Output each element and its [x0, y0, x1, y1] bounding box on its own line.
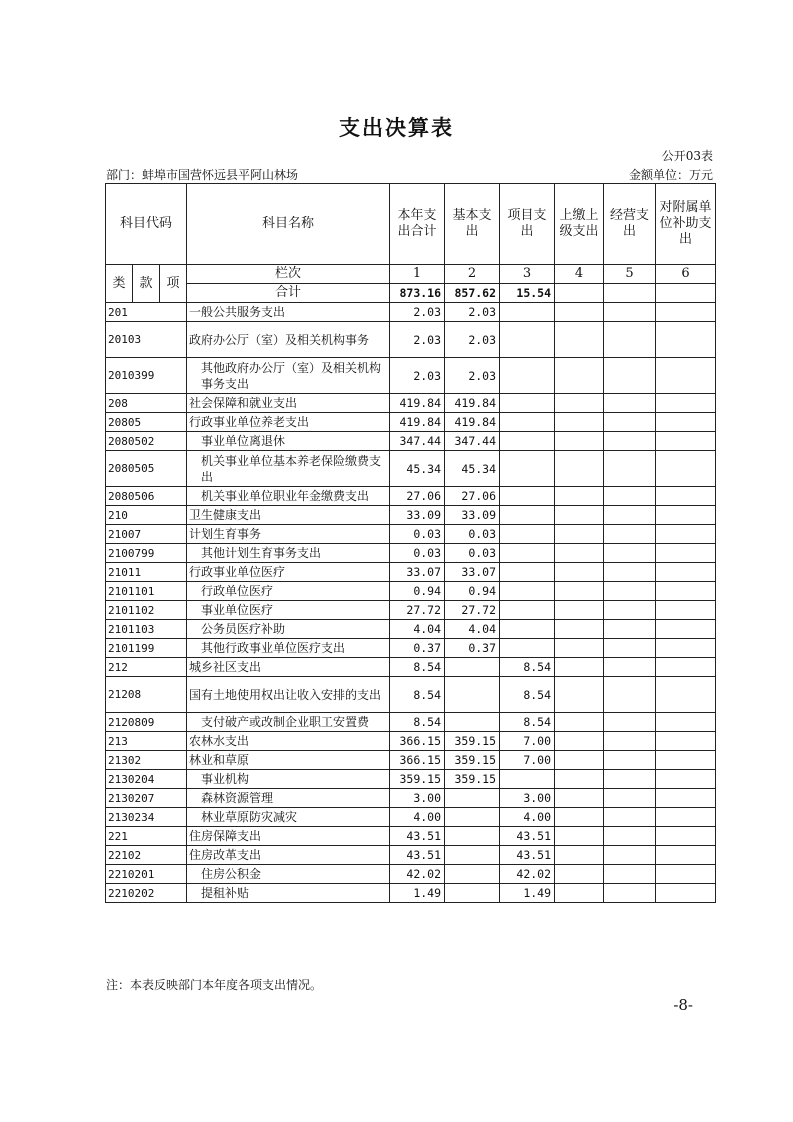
row-business — [604, 394, 656, 413]
row-basic: 2.03 — [445, 322, 500, 358]
row-code: 22102 — [106, 846, 187, 865]
row-upper — [555, 413, 604, 432]
footnote: 注：本表反映部门本年度各项支出情况。 — [106, 978, 323, 992]
row-code: 20805 — [106, 413, 187, 432]
row-total: 42.02 — [390, 865, 445, 884]
row-business — [604, 432, 656, 451]
row-basic: 0.03 — [445, 544, 500, 563]
row-upper — [555, 432, 604, 451]
row-code: 21208 — [106, 677, 187, 713]
row-basic: 419.84 — [445, 394, 500, 413]
table-row — [106, 487, 716, 506]
row-basic — [445, 789, 500, 808]
row-business — [604, 582, 656, 601]
row-project — [500, 451, 555, 487]
row-project: 8.54 — [500, 658, 555, 677]
table-row — [106, 827, 716, 846]
row-project: 4.00 — [500, 808, 555, 827]
row-upper — [555, 732, 604, 751]
row-project: 43.51 — [500, 846, 555, 865]
row-total: 27.72 — [390, 601, 445, 620]
row-business — [604, 658, 656, 677]
row-project — [500, 770, 555, 789]
row-subsidy — [656, 432, 716, 451]
row-upper — [555, 658, 604, 677]
row-code: 2101103 — [106, 620, 187, 639]
row-total: 359.15 — [390, 770, 445, 789]
col-number-6: 6 — [656, 265, 716, 284]
row-name: 提租补贴 — [187, 884, 390, 903]
table-row — [106, 525, 716, 544]
row-upper — [555, 563, 604, 582]
table-row — [106, 432, 716, 451]
row-upper — [555, 601, 604, 620]
table-row — [106, 620, 716, 639]
row-total: 2.03 — [390, 322, 445, 358]
row-code: 212 — [106, 658, 187, 677]
page-number: -8- — [673, 996, 693, 1014]
row-basic — [445, 865, 500, 884]
row-project — [500, 544, 555, 563]
row-name: 森林资源管理 — [187, 789, 390, 808]
row-business — [604, 808, 656, 827]
row-name: 支付破产或改制企业职工安置费 — [187, 713, 390, 732]
row-upper — [555, 713, 604, 732]
row-total: 0.03 — [390, 544, 445, 563]
row-basic: 359.15 — [445, 770, 500, 789]
header-lei: 类 — [106, 265, 133, 303]
row-basic: 33.09 — [445, 506, 500, 525]
row-subsidy — [656, 789, 716, 808]
row-project: 1.49 — [500, 884, 555, 903]
table-row — [106, 601, 716, 620]
row-business — [604, 322, 656, 358]
row-basic — [445, 677, 500, 713]
row-upper — [555, 394, 604, 413]
table-row — [106, 846, 716, 865]
row-business — [604, 358, 656, 394]
row-total: 33.09 — [390, 506, 445, 525]
row-subsidy — [656, 322, 716, 358]
row-business — [604, 732, 656, 751]
header-code: 科目代码 — [106, 184, 187, 265]
row-subsidy — [656, 394, 716, 413]
row-code: 2100799 — [106, 544, 187, 563]
header-name: 科目名称 — [187, 184, 390, 265]
table-row — [106, 789, 716, 808]
row-project — [500, 563, 555, 582]
row-business — [604, 865, 656, 884]
row-subsidy — [656, 770, 716, 789]
row-name: 农林水支出 — [187, 732, 390, 751]
row-name: 行政单位医疗 — [187, 582, 390, 601]
row-project — [500, 394, 555, 413]
row-subsidy — [656, 544, 716, 563]
total-c2: 857.62 — [445, 284, 500, 303]
row-business — [604, 506, 656, 525]
table-row — [106, 451, 716, 487]
row-business — [604, 751, 656, 770]
row-subsidy — [656, 751, 716, 770]
total-label: 合计 — [187, 284, 390, 303]
row-name: 一般公共服务支出 — [187, 303, 390, 322]
row-subsidy — [656, 658, 716, 677]
row-basic: 33.07 — [445, 563, 500, 582]
row-upper — [555, 808, 604, 827]
row-name: 机关事业单位职业年金缴费支出 — [187, 487, 390, 506]
row-upper — [555, 487, 604, 506]
row-project: 3.00 — [500, 789, 555, 808]
row-total: 0.94 — [390, 582, 445, 601]
row-upper — [555, 751, 604, 770]
row-subsidy — [656, 506, 716, 525]
table-row — [106, 770, 716, 789]
row-business — [604, 525, 656, 544]
row-upper — [555, 865, 604, 884]
row-total: 43.51 — [390, 846, 445, 865]
row-basic: 359.15 — [445, 751, 500, 770]
row-basic — [445, 884, 500, 903]
row-total: 0.37 — [390, 639, 445, 658]
row-code: 208 — [106, 394, 187, 413]
header-total: 本年支出合计 — [390, 184, 445, 265]
row-project — [500, 506, 555, 525]
row-total: 2.03 — [390, 358, 445, 394]
row-name: 卫生健康支出 — [187, 506, 390, 525]
table-row — [106, 639, 716, 658]
row-upper — [555, 525, 604, 544]
row-name: 事业单位离退休 — [187, 432, 390, 451]
row-upper — [555, 544, 604, 563]
row-basic: 347.44 — [445, 432, 500, 451]
row-upper — [555, 358, 604, 394]
row-upper — [555, 770, 604, 789]
unit-label: 金额单位：万元 — [628, 168, 713, 182]
row-code: 2130204 — [106, 770, 187, 789]
row-name: 林业草原防灾减灾 — [187, 808, 390, 827]
row-subsidy — [656, 487, 716, 506]
row-business — [604, 827, 656, 846]
row-subsidy — [656, 713, 716, 732]
table-row — [106, 732, 716, 751]
row-subsidy — [656, 677, 716, 713]
row-name: 行政事业单位养老支出 — [187, 413, 390, 432]
row-total: 3.00 — [390, 789, 445, 808]
row-code: 2120809 — [106, 713, 187, 732]
row-total: 419.84 — [390, 413, 445, 432]
row-name: 国有土地使用权出让收入安排的支出 — [187, 677, 390, 713]
row-basic: 4.04 — [445, 620, 500, 639]
row-project — [500, 322, 555, 358]
table-row — [106, 413, 716, 432]
row-code: 21011 — [106, 563, 187, 582]
total-c6 — [656, 284, 716, 303]
header-business: 经营支出 — [604, 184, 656, 265]
row-upper — [555, 789, 604, 808]
row-total: 33.07 — [390, 563, 445, 582]
table-row — [106, 358, 716, 394]
row-business — [604, 846, 656, 865]
total-c4 — [555, 284, 604, 303]
row-code: 2101102 — [106, 601, 187, 620]
row-project — [500, 487, 555, 506]
row-project — [500, 525, 555, 544]
row-subsidy — [656, 808, 716, 827]
row-basic — [445, 827, 500, 846]
row-subsidy — [656, 582, 716, 601]
row-basic — [445, 658, 500, 677]
header-kuan: 款 — [133, 265, 160, 303]
row-total: 8.54 — [390, 713, 445, 732]
row-total: 366.15 — [390, 732, 445, 751]
col-number-2: 2 — [445, 265, 500, 284]
row-project — [500, 620, 555, 639]
row-name: 住房保障支出 — [187, 827, 390, 846]
row-code: 2101101 — [106, 582, 187, 601]
row-code: 21302 — [106, 751, 187, 770]
row-subsidy — [656, 525, 716, 544]
row-basic: 359.15 — [445, 732, 500, 751]
row-upper — [555, 846, 604, 865]
col-number-3: 3 — [500, 265, 555, 284]
row-name: 其他政府办公厅（室）及相关机构事务支出 — [187, 358, 390, 394]
row-name: 住房改革支出 — [187, 846, 390, 865]
row-subsidy — [656, 563, 716, 582]
row-business — [604, 544, 656, 563]
row-name: 行政事业单位医疗 — [187, 563, 390, 582]
table-row — [106, 808, 716, 827]
row-upper — [555, 303, 604, 322]
col-number-1: 1 — [390, 265, 445, 284]
row-total: 0.03 — [390, 525, 445, 544]
table-row — [106, 677, 716, 713]
row-subsidy — [656, 303, 716, 322]
row-subsidy — [656, 451, 716, 487]
row-project — [500, 582, 555, 601]
row-project: 8.54 — [500, 677, 555, 713]
row-business — [604, 487, 656, 506]
row-upper — [555, 620, 604, 639]
row-code: 210 — [106, 506, 187, 525]
row-total: 347.44 — [390, 432, 445, 451]
row-total: 419.84 — [390, 394, 445, 413]
row-name: 其他计划生育事务支出 — [187, 544, 390, 563]
header-project: 项目支出 — [500, 184, 555, 265]
total-c3: 15.54 — [500, 284, 555, 303]
row-basic: 45.34 — [445, 451, 500, 487]
row-name: 城乡社区支出 — [187, 658, 390, 677]
row-project — [500, 432, 555, 451]
row-basic: 0.03 — [445, 525, 500, 544]
row-code: 2080506 — [106, 487, 187, 506]
row-project — [500, 413, 555, 432]
row-project: 42.02 — [500, 865, 555, 884]
row-code: 2130234 — [106, 808, 187, 827]
table-row — [106, 865, 716, 884]
row-business — [604, 770, 656, 789]
row-upper — [555, 451, 604, 487]
row-name: 林业和草原 — [187, 751, 390, 770]
row-code: 2130207 — [106, 789, 187, 808]
row-total: 4.00 — [390, 808, 445, 827]
table-row — [106, 563, 716, 582]
row-basic — [445, 713, 500, 732]
department-label: 部门：蚌埠市国营怀远县平阿山林场 — [106, 168, 299, 182]
row-basic: 2.03 — [445, 303, 500, 322]
row-business — [604, 713, 656, 732]
row-code: 2101199 — [106, 639, 187, 658]
row-total: 366.15 — [390, 751, 445, 770]
row-business — [604, 789, 656, 808]
header-lanci: 栏次 — [187, 265, 390, 284]
row-project — [500, 358, 555, 394]
row-upper — [555, 827, 604, 846]
row-business — [604, 884, 656, 903]
row-business — [604, 451, 656, 487]
table-row — [106, 658, 716, 677]
row-upper — [555, 506, 604, 525]
row-project: 43.51 — [500, 827, 555, 846]
page-title: 支出决算表 — [339, 116, 454, 140]
row-subsidy — [656, 601, 716, 620]
row-subsidy — [656, 846, 716, 865]
row-total: 2.03 — [390, 303, 445, 322]
header-upper: 上缴上级支出 — [555, 184, 604, 265]
row-code: 2080502 — [106, 432, 187, 451]
row-total: 8.54 — [390, 677, 445, 713]
row-subsidy — [656, 620, 716, 639]
row-total: 27.06 — [390, 487, 445, 506]
row-basic: 419.84 — [445, 413, 500, 432]
row-code: 20103 — [106, 322, 187, 358]
row-name: 住房公积金 — [187, 865, 390, 884]
row-subsidy — [656, 865, 716, 884]
table-row — [106, 582, 716, 601]
row-basic: 0.94 — [445, 582, 500, 601]
row-upper — [555, 639, 604, 658]
row-total: 8.54 — [390, 658, 445, 677]
row-subsidy — [656, 413, 716, 432]
row-upper — [555, 322, 604, 358]
row-upper — [555, 677, 604, 713]
row-total: 45.34 — [390, 451, 445, 487]
row-subsidy — [656, 827, 716, 846]
form-number: 公开03表 — [661, 149, 713, 163]
row-project — [500, 303, 555, 322]
table-row — [106, 751, 716, 770]
row-basic: 27.06 — [445, 487, 500, 506]
row-project: 7.00 — [500, 751, 555, 770]
row-subsidy — [656, 358, 716, 394]
row-business — [604, 677, 656, 713]
row-business — [604, 620, 656, 639]
row-project — [500, 639, 555, 658]
row-basic: 27.72 — [445, 601, 500, 620]
row-code: 21007 — [106, 525, 187, 544]
row-total: 43.51 — [390, 827, 445, 846]
table-row — [106, 322, 716, 358]
table-row — [106, 506, 716, 525]
row-code: 2210202 — [106, 884, 187, 903]
row-basic — [445, 846, 500, 865]
row-code: 2080505 — [106, 451, 187, 487]
row-code: 201 — [106, 303, 187, 322]
row-upper — [555, 884, 604, 903]
row-name: 事业机构 — [187, 770, 390, 789]
col-number-4: 4 — [555, 265, 604, 284]
header-xiang: 项 — [160, 265, 187, 303]
table-row — [106, 303, 716, 322]
table-row — [106, 544, 716, 563]
row-basic — [445, 808, 500, 827]
row-business — [604, 413, 656, 432]
row-total: 4.04 — [390, 620, 445, 639]
row-project: 7.00 — [500, 732, 555, 751]
row-code: 221 — [106, 827, 187, 846]
row-basic: 2.03 — [445, 358, 500, 394]
row-code: 2010399 — [106, 358, 187, 394]
row-name: 事业单位医疗 — [187, 601, 390, 620]
row-name: 社会保障和就业支出 — [187, 394, 390, 413]
row-code: 2210201 — [106, 865, 187, 884]
row-business — [604, 303, 656, 322]
row-project — [500, 601, 555, 620]
row-business — [604, 601, 656, 620]
total-c5 — [604, 284, 656, 303]
table-row — [106, 394, 716, 413]
row-business — [604, 563, 656, 582]
row-business — [604, 639, 656, 658]
row-upper — [555, 582, 604, 601]
row-name: 计划生育事务 — [187, 525, 390, 544]
expenditure-table — [105, 183, 716, 903]
row-subsidy — [656, 639, 716, 658]
header-basic: 基本支出 — [445, 184, 500, 265]
row-name: 机关事业单位基本养老保险缴费支出 — [187, 451, 390, 487]
table-row — [106, 713, 716, 732]
row-subsidy — [656, 732, 716, 751]
col-number-5: 5 — [604, 265, 656, 284]
row-subsidy — [656, 884, 716, 903]
table-row — [106, 884, 716, 903]
row-total: 1.49 — [390, 884, 445, 903]
row-name: 政府办公厅（室）及相关机构事务 — [187, 322, 390, 358]
total-c1: 873.16 — [390, 284, 445, 303]
row-project: 8.54 — [500, 713, 555, 732]
row-code: 213 — [106, 732, 187, 751]
header-subsidy: 对附属单位补助支出 — [656, 184, 716, 265]
row-name: 其他行政事业单位医疗支出 — [187, 639, 390, 658]
row-basic: 0.37 — [445, 639, 500, 658]
row-name: 公务员医疗补助 — [187, 620, 390, 639]
